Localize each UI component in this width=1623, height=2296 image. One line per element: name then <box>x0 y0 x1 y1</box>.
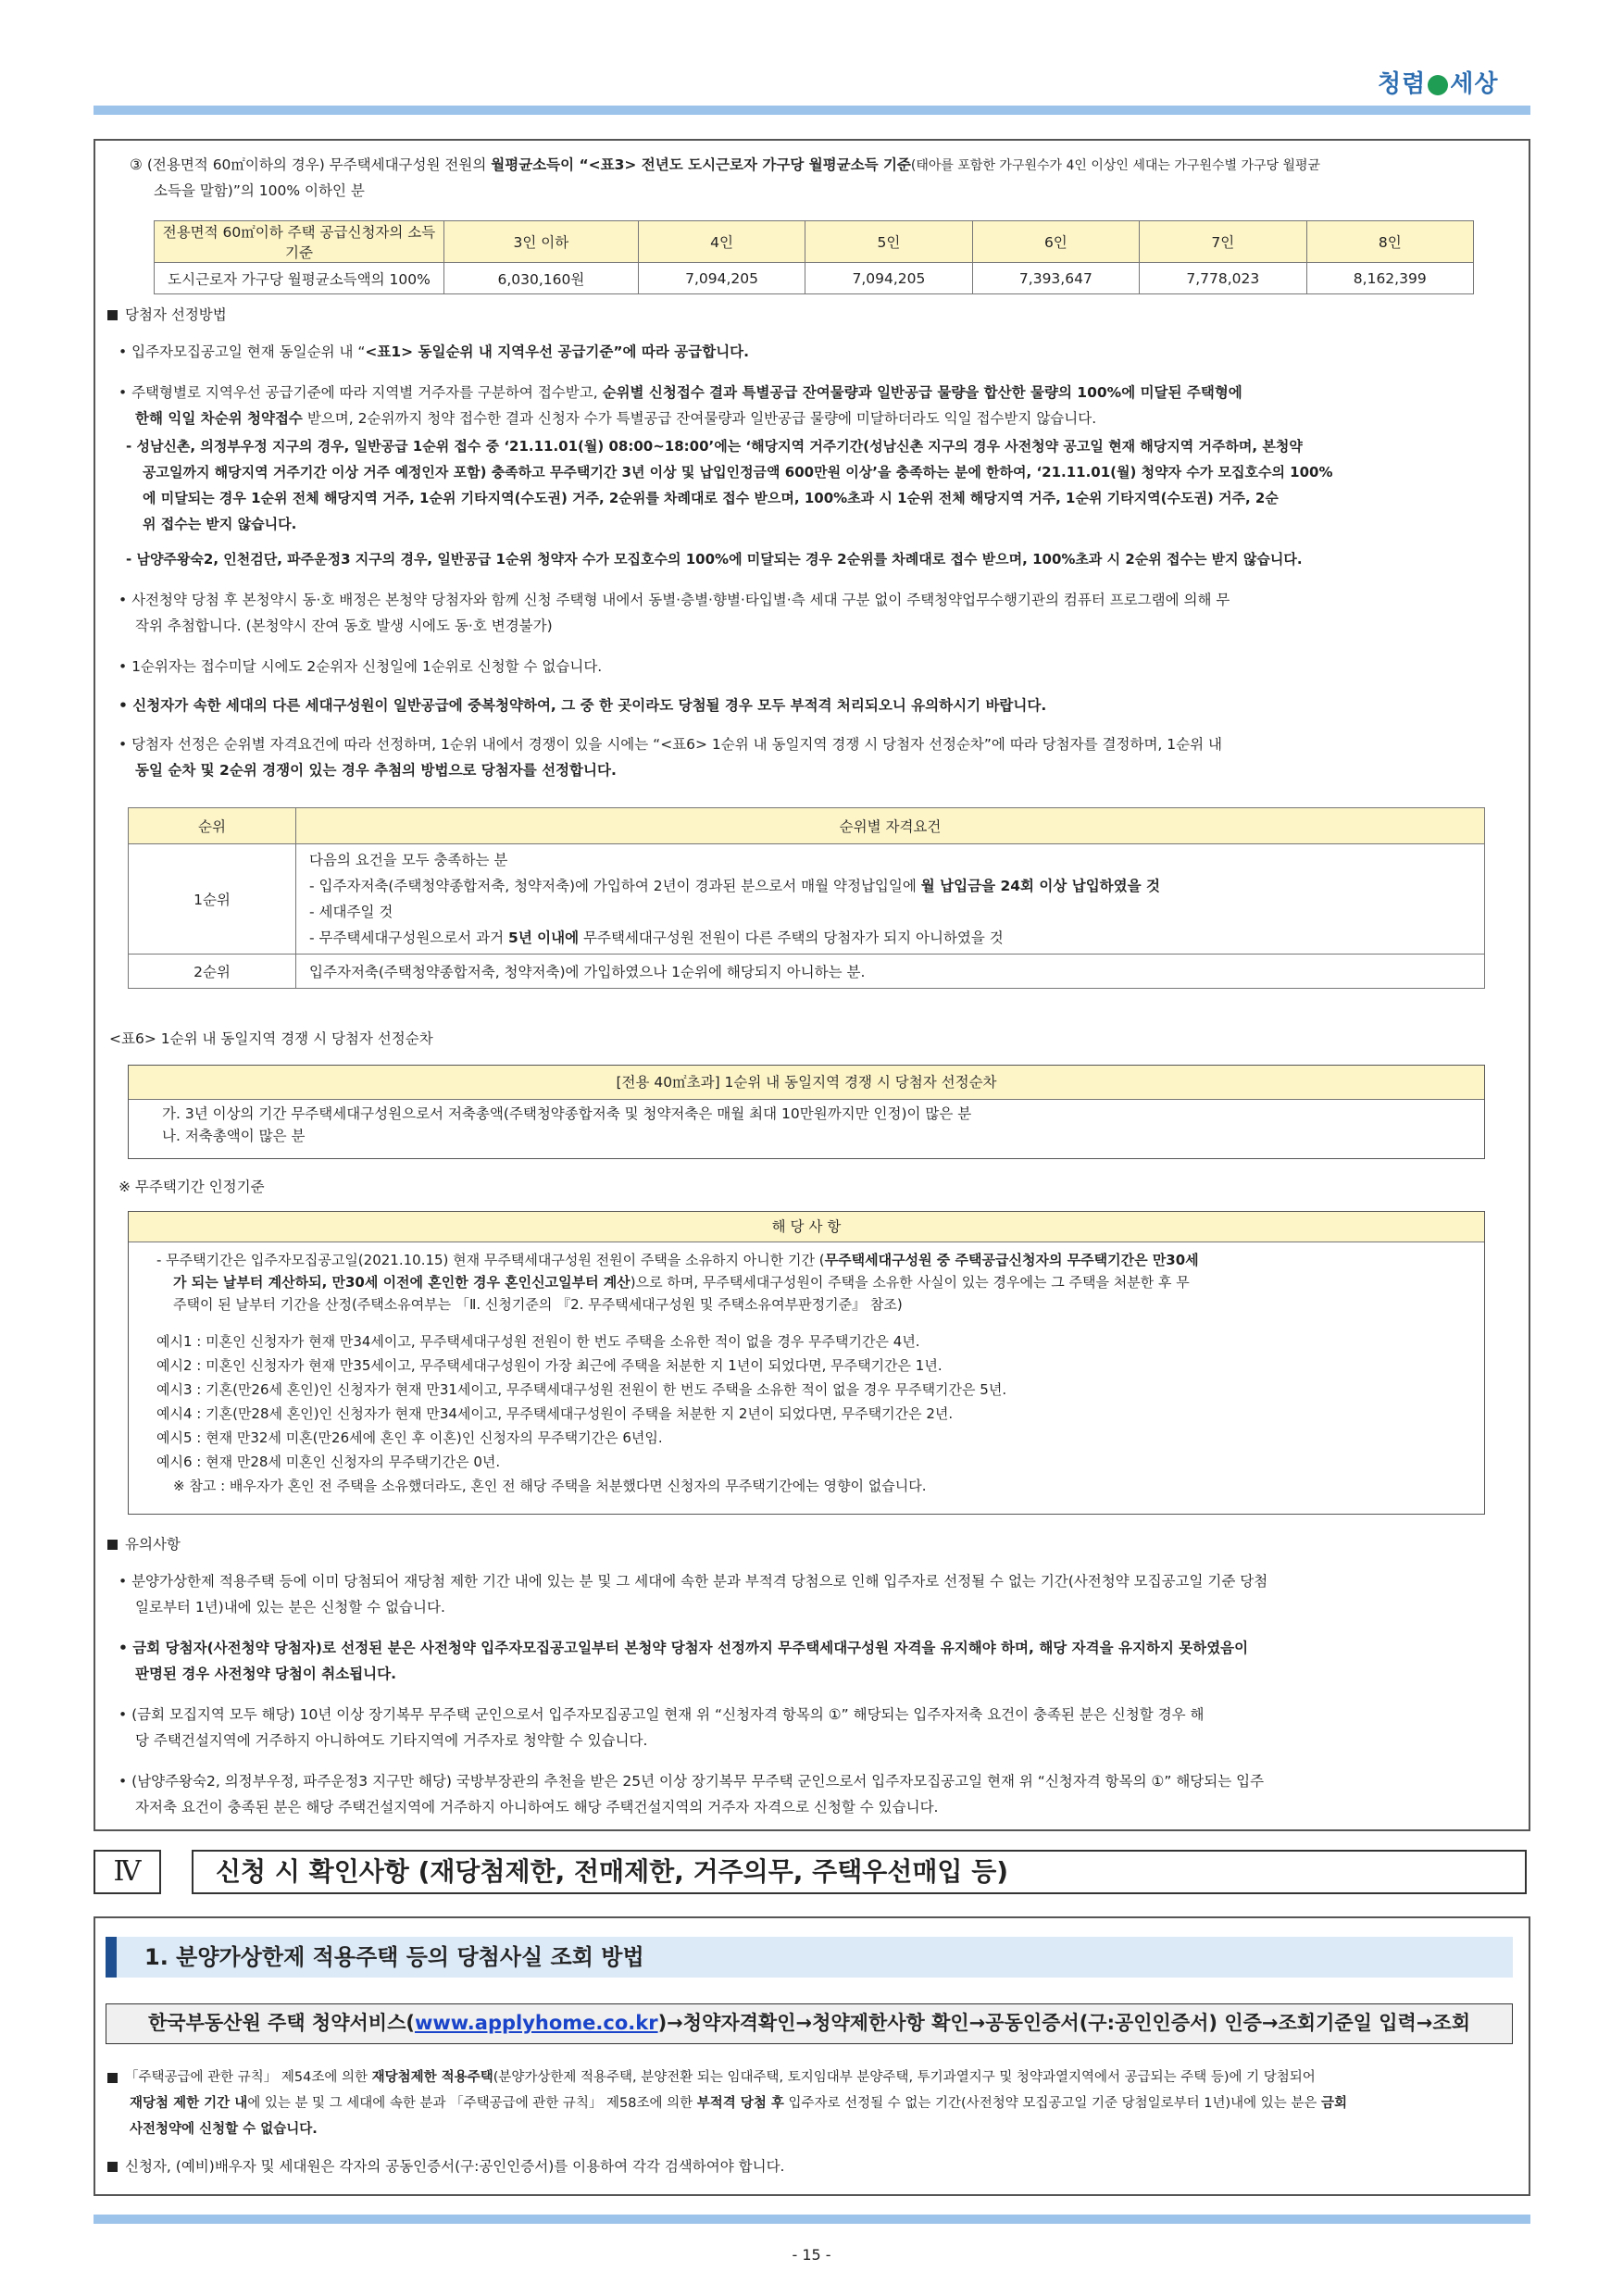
selection-bullet2-line2: 한해 익일 차순위 청약접수 받으며, 2순위까지 청약 접수한 결과 신청자 수가 특별공급 잔여물량과 일반공급 물량에 미달하더라도 익일 접수받지 않습니다. <box>135 410 1097 427</box>
no-house-example: 예시5 : 현재 만32세 미혼(만26세에 혼인 후 이혼)인 신청자의 무주택기간은 6년임. <box>156 1429 663 1446</box>
table-cell: 순위 <box>129 808 296 844</box>
table-cell: 순위별 자격요건 <box>296 808 1485 844</box>
rank1-line: - 무주택세대구성원으로서 과거 5년 이내에 무주택세대구성원 전원이 다른 주택의 당첨자가 되지 아니하였을 것 <box>309 930 1004 946</box>
rank1-line: - 입주자저축(주택청약종합저축, 청약저축)에 가입하여 2년이 경과된 분으로서 매월 약정납입일에 월 납입금을 24회 이상 납입하였을 것 <box>309 878 1160 894</box>
square-bullet-icon <box>107 2073 118 2083</box>
table-cell: 7인 <box>1140 221 1306 263</box>
selection-dash1-line3: 에 미달되는 경우 1순위 전체 해당지역 거주, 1순위 기타지역(수도권) 거주, 2순위를 차례대로 접수 받으며, 100%초과 시 1순위 전체 해당지역 거주, 1순위 기타지역(수도권) 거주, 2순 <box>143 490 1279 506</box>
selection-bullet6-line1: • 당첨자 선정은 순위별 자격요건에 따라 선정하며, 1순위 내에서 경쟁이 있을 시에는 “<표6> 1순위 내 동일지역 경쟁 시 당첨자 선정순차”에 따라 당첨자를 결정하며, 1순위 내 <box>119 736 1222 753</box>
no-house-box <box>128 1211 1485 1515</box>
table-cell: 7,094,205 <box>805 263 972 294</box>
selection-bullet6-line2: 동일 순차 및 2순위 경쟁이 있는 경우 추첨의 방법으로 당첨자를 선정합니다. <box>135 762 617 779</box>
table-row <box>129 955 1485 989</box>
table-cell: 8,162,399 <box>1306 263 1474 294</box>
section4-title: 신청 시 확인사항 (재당첨제한, 전매제한, 거주의무, 주택우선매입 등) <box>192 1850 1527 1894</box>
selection-bullet2-line1: • 주택형별로 지역우선 공급기준에 따라 지역별 거주자를 구분하여 접수받고, 순위별 신청접수 결과 특별공급 잔여물량과 일반공급 물량을 합산한 물량의 100%에 미달된 주택형에 <box>119 384 1242 401</box>
no-house-line: - 무주택기간은 입주자모집공고일(2021.10.15) 현재 무주택세대구성원 전원이 주택을 소유하지 아니한 기간 (무주택세대구성원 중 주택공급신청자의 무주택기간은 만30세 <box>156 1252 1199 1268</box>
no-house-line: 주택이 된 날부터 기간을 산정(주택소유여부는 「Ⅱ. 신청기준의 『2. 무주택세대구성원 및 주택소유여부판정기준』 참조) <box>173 1296 903 1313</box>
no-house-title: ※ 무주택기간 인정기준 <box>119 1179 265 1195</box>
table-cell: 8인 <box>1306 221 1474 263</box>
table6-header: [전용 40㎡초과] 1순위 내 동일지역 경쟁 시 당첨자 선정순차 <box>129 1066 1484 1100</box>
applyhome-link[interactable]: www.applyhome.co.kr <box>414 2012 658 2034</box>
rank-table-header <box>129 808 1485 844</box>
selection-bullet3-line2: 작위 추첨합니다. (본청약시 잔여 동호 발생 시에도 동·호 변경불가) <box>135 618 553 634</box>
selection-dash1-line2: 공고일까지 해당지역 거주기간 이상 거주 예정인자 포함) 충족하고 무주택기간 3년 이상 및 납입인정금액 600만원 이상’을 충족하는 분에 한하여, ‘21.11.01(월) 청약자 수가 모집호수의 100% <box>143 464 1333 480</box>
selection-bullet1: • 입주자모집공고일 현재 동일순위 내 “<표1> 동일순위 내 지역우선 공급기준”에 따라 공급합니다. <box>119 343 750 360</box>
table6-caption: <표6> 1순위 내 동일지역 경쟁 시 당첨자 선정순차 <box>109 1030 433 1047</box>
section4-header <box>94 1850 1530 1898</box>
rank-table <box>128 807 1485 989</box>
table-cell: 1순위 <box>129 844 296 955</box>
square-bullet-icon <box>107 1540 118 1550</box>
section4-note1-line3: 사전청약에 신청할 수 없습니다. <box>130 2122 318 2137</box>
selection-bullet3-line1: • 사전청약 당첨 후 본청약시 동·호 배정은 본청약 당첨자와 함께 신청 주택형 내에서 동별·층별·향별·타입별·측 세대 구분 없이 주택청약업무수행기관의 컴퓨터 프로그램에 의해 무 <box>119 592 1230 608</box>
selection-heading: 당첨자 선정방법 <box>107 302 227 328</box>
square-bullet-icon <box>107 2162 118 2172</box>
table-cell: 4인 <box>638 221 805 263</box>
income-item3-line1: ③ (전용면적 60㎡이하의 경우) 무주택세대구성원 전원의 월평균소득이 “<표3> 전년도 도시근로자 가구당 월평균소득 기준(태아를 포함한 가구원수가 4인 이상인 세대는 가구원수별 가구당 월평균 <box>130 156 1321 173</box>
table-cell: 7,778,023 <box>1140 263 1306 294</box>
selection-bullet4: • 1순위자는 접수미달 시에도 2순위자 신청일에 1순위로 신청할 수 없습니다. <box>119 658 603 675</box>
no-house-note: ※ 참고 : 배우자가 혼인 전 주택을 소유했더라도, 혼인 전 해당 주택을 처분했다면 신청자의 무주택기간에는 영향이 없습니다. <box>173 1478 927 1494</box>
table-cell: 입주자저축(주택청약종합저축, 청약저축)에 가입하였으나 1순위에 해당되지 아니하는 분. <box>296 955 1485 989</box>
logo: 청렴 세상 <box>1378 70 1499 98</box>
caution-heading: 유의사항 <box>107 1531 181 1557</box>
table6-line: 가. 3년 이상의 기간 무주택세대구성원으로서 저축총액(주택청약종합저축 및 청약저축은 매월 최대 10만원까지만 인정)이 많은 분 <box>162 1105 972 1122</box>
top-divider <box>94 106 1530 115</box>
table-row <box>129 844 1485 955</box>
no-house-line: 가 되는 날부터 계산하되, 만30세 이전에 혼인한 경우 혼인신고일부터 계산)으로 하며, 무주택세대구성원이 주택을 소유한 사실이 있는 경우에는 그 주택을 처분한 후 무 <box>173 1274 1190 1291</box>
caution-3-line2: 당 주택건설지역에 거주하지 아니하여도 기타지역에 거주자로 청약할 수 있습니다. <box>135 1732 648 1749</box>
caution-2-line2: 판명된 경우 사전청약 당첨이 취소됩니다. <box>135 1666 397 1682</box>
section4-note1-line2: 재당첨 제한 기간 내에 있는 분 및 그 세대에 속한 분과 「주택공급에 관한 규칙」 제58조에 의한 부적격 당첨 후 입주자로 선정될 수 없는 기간(사전청약 모집공고일 기준 당첨일로부터 1년)내에 있는 분은 금회 <box>130 2096 1348 2111</box>
table6-line: 나. 저축총액이 많은 분 <box>162 1128 306 1144</box>
rank1-requirements <box>296 844 1485 955</box>
selection-bullet5: • 신청자가 속한 세대의 다른 세대구성원이 일반공급에 중복청약하여, 그 중 한 곳이라도 당첨될 경우 모두 부적격 처리되오니 유의하시기 바랍니다. <box>119 697 1047 714</box>
subsection1-header <box>106 1937 1513 1978</box>
section4-note1-line1: 「주택공급에 관한 규칙」 제54조에 의한 재당첨제한 적용주택(분양가상한제 적용주택, 분양전환 되는 임대주택, 토지임대부 분양주택, 투기과열지구 및 청약과열지역에서 공급되는 주택 등)에 기 당첨되어 <box>107 2065 1316 2090</box>
logo-emblem-icon <box>1428 75 1448 95</box>
no-house-header: 해 당 사 항 <box>129 1212 1484 1242</box>
table-cell: 전용면적 60㎡이하 주택 공급신청자의 소득기준 <box>155 221 444 263</box>
caution-2-line1: • 금회 당첨자(사전청약 당첨자)로 선정된 분은 사전청약 입주자모집공고일부터 본청약 당첨자 선정까지 무주택세대구성원 자격을 유지해야 하며, 해당 자격을 유지하지 못하였음이 <box>119 1640 1249 1656</box>
table6-box <box>128 1065 1485 1159</box>
subsection-bar <box>106 1937 117 1978</box>
no-house-example: 예시1 : 미혼인 신청자가 현재 만34세이고, 무주택세대구성원 전원이 한 번도 주택을 소유한 적이 없을 경우 무주택기간은 4년. <box>156 1333 920 1350</box>
selection-dash2: - 남양주왕숙2, 인천검단, 파주운정3 지구의 경우, 일반공급 1순위 청약자 수가 모집호수의 100%에 미달되는 경우 2순위를 차례대로 접수 받으며, 100%초과 시 2순위 접수는 받지 않습니다. <box>126 551 1303 568</box>
table-row <box>155 263 1474 294</box>
table-cell: 7,393,647 <box>972 263 1139 294</box>
table-cell: 2순위 <box>129 955 296 989</box>
caution-1-line2: 일로부터 1년)내에 있는 분은 신청할 수 없습니다. <box>135 1599 445 1616</box>
bottom-divider <box>94 2215 1530 2224</box>
income-table <box>154 220 1474 294</box>
no-house-example: 예시4 : 기혼(만28세 혼인)인 신청자가 현재 만34세이고, 무주택세대구성원이 주택을 처분한 지 2년이 되었다면, 무주택기간은 2년. <box>156 1405 954 1422</box>
caution-4-line2: 자저축 요건이 충족된 분은 해당 주택건설지역에 거주하지 아니하여도 해당 주택건설지역의 거주자 자격으로 신청할 수 있습니다. <box>135 1799 939 1816</box>
rank1-line: - 세대주일 것 <box>309 904 393 920</box>
lookup-path: 한국부동산원 주택 청약서비스(www.applyhome.co.kr)→청약자격확인→청약제한사항 확인→공동인증서(구:공인인증서) 인증→조회기준일 입력→조회 <box>106 2003 1513 2044</box>
no-house-example: 예시2 : 미혼인 신청자가 현재 만35세이고, 무주택세대구성원이 가장 최근에 주택을 처분한 지 1년이 되었다면, 무주택기간은 1년. <box>156 1357 943 1374</box>
income-item3-line2: 소득을 말함)”의 100% 이하인 분 <box>154 182 365 199</box>
square-bullet-icon <box>107 310 118 320</box>
caution-4-line1: • (남양주왕숙2, 의정부우정, 파주운정3 지구만 해당) 국방부장관의 추천을 받은 25년 이상 장기복무 무주택 군인으로서 입주자모집공고일 현재 위 “신청자격 항목의 ①” 해당되는 입주 <box>119 1773 1265 1790</box>
rank1-line: 다음의 요건을 모두 충족하는 분 <box>309 852 508 868</box>
no-house-example: 예시6 : 현재 만28세 미혼인 신청자의 무주택기간은 0년. <box>156 1454 501 1470</box>
section4-number: Ⅳ <box>94 1850 161 1894</box>
no-house-example: 예시3 : 기혼(만26세 혼인)인 신청자가 현재 만31세이고, 무주택세대구성원 전원이 한 번도 주택을 소유한 적이 없을 경우 무주택기간은 5년. <box>156 1381 1007 1398</box>
section4-note2: 신청자, (예비)배우자 및 세대원은 각자의 공동인증서(구:공인인증서)를 이용하여 각각 검색하여야 합니다. <box>107 2153 784 2179</box>
caution-1-line1: • 분양가상한제 적용주택 등에 이미 당첨되어 재당첨 제한 기간 내에 있는 분 및 그 세대에 속한 분과 부적격 당첨으로 인해 입주자로 선정될 수 없는 기간(사전청약 모집공고일 기준 당첨 <box>119 1573 1268 1590</box>
page-number: - 15 - <box>792 2246 831 2264</box>
selection-dash1-line4: 위 접수는 받지 않습니다. <box>143 516 297 532</box>
table-cell: 6인 <box>972 221 1139 263</box>
table-cell: 6,030,160원 <box>444 263 639 294</box>
subsection1-title: 1. 분양가상한제 적용주택 등의 당첨사실 조회 방법 <box>144 1944 644 1970</box>
selection-dash1-line1: - 성남신촌, 의정부우정 지구의 경우, 일반공급 1순위 접수 중 ‘21.11.01(월) 08:00~18:00’에는 ‘해당지역 거주기간(성남신촌 지구의 경우 사전청약 공고일 현재 해당지역 거주하며, 본청약 <box>126 438 1303 455</box>
income-table-header <box>155 221 1474 263</box>
table-cell: 7,094,205 <box>638 263 805 294</box>
caution-3-line1: • (금회 모집지역 모두 해당) 10년 이상 장기복무 무주택 군인으로서 입주자모집공고일 현재 위 “신청자격 항목의 ①” 해당되는 입주자저축 요건이 충족된 분은 신청할 경우 해 <box>119 1706 1205 1723</box>
table-cell: 도시근로자 가구당 월평균소득액의 100% <box>155 263 444 294</box>
table-cell: 3인 이하 <box>444 221 639 263</box>
table-cell: 5인 <box>805 221 972 263</box>
